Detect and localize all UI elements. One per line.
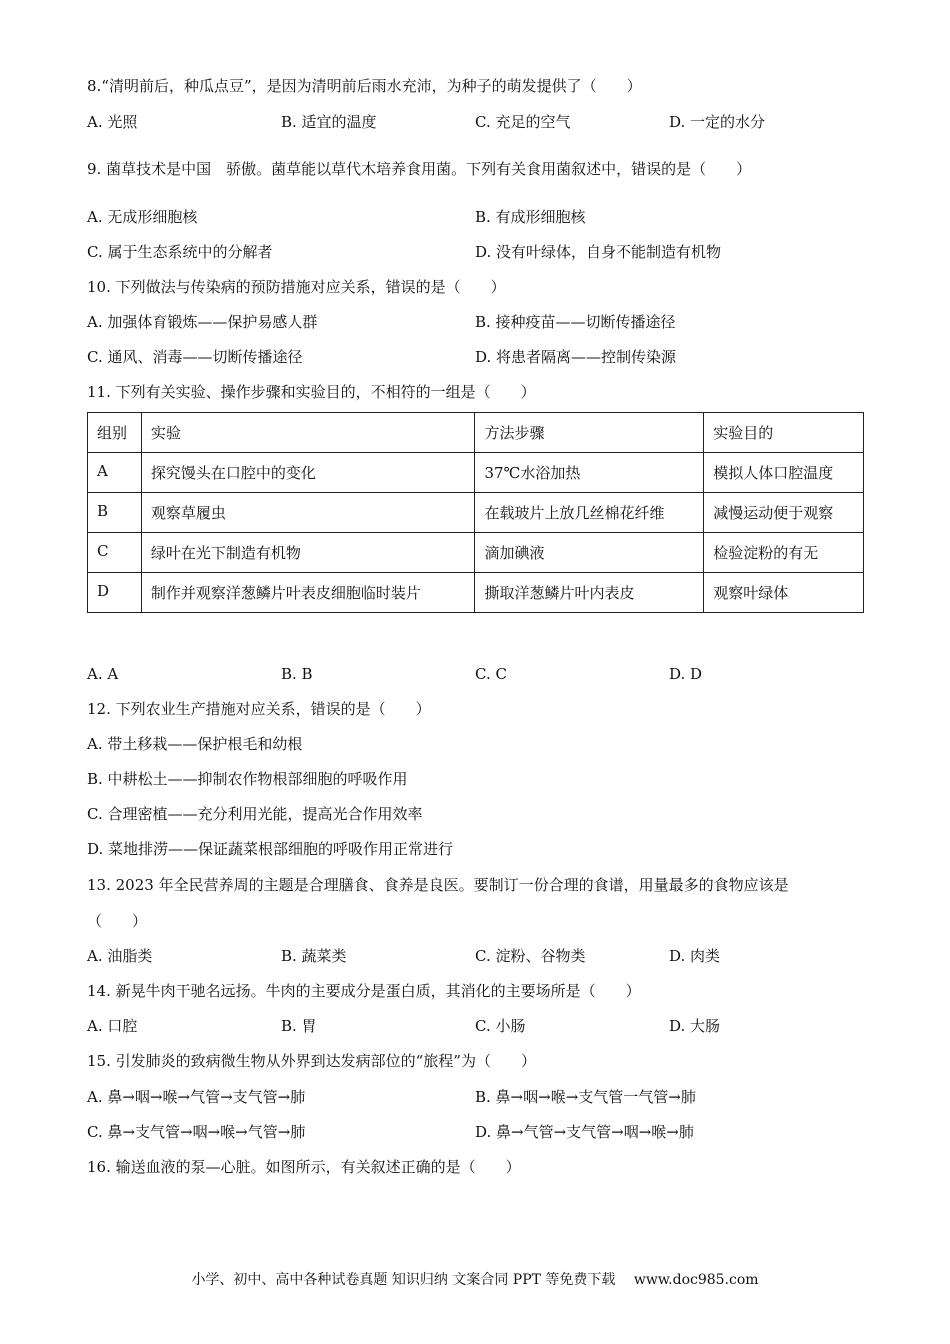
q13-stem: 13. 2023 年全民营养周的主题是合理膳食、食养是良医。要制订一份合理的食谱，用量最多的食物应该是 [87, 876, 789, 894]
q13-option-c: C. 淀粉、谷物类 [475, 947, 586, 965]
q14-stem: 14. 新晃牛肉干驰名远扬。牛肉的主要成分是蛋白质，其消化的主要场所是（ ） [87, 982, 641, 1000]
table-cell: B [88, 493, 142, 533]
q8-option-c: C. 充足的空气 [475, 113, 571, 131]
q14-option-c: C. 小肠 [475, 1017, 526, 1035]
table-header-cell: 方法步骤 [475, 413, 704, 453]
q11-option-d: D. D [669, 665, 703, 683]
table-cell: 滴加碘液 [475, 533, 704, 573]
q10-option-a: A. 加强体育锻炼——保护易感人群 [87, 313, 318, 331]
table-cell: 检验淀粉的有无 [704, 533, 864, 573]
q9-stem: 9. 菌草技术是中国 骄傲。菌草能以草代木培养食用菌。下列有关食用菌叙述中，错误的是（ ） [87, 160, 752, 178]
q10-option-d: D. 将患者隔离——控制传染源 [475, 348, 677, 366]
table-cell: 制作并观察洋葱鳞片叶表皮细胞临时装片 [141, 573, 475, 613]
q12-option-c: C. 合理密植——充分利用光能，提高光合作用效率 [87, 805, 423, 823]
table-cell: 在载玻片上放几丝棉花纤维 [475, 493, 704, 533]
experiment-table [87, 412, 864, 613]
q15-option-d: D. 鼻→气管→支气管→咽→喉→肺 [475, 1123, 694, 1141]
q8-option-d: D. 一定的水分 [669, 113, 766, 131]
table-row [88, 453, 864, 493]
table-cell: 37℃水浴加热 [475, 453, 704, 493]
table-cell: A [88, 453, 142, 493]
table-cell: 绿叶在光下制造有机物 [141, 533, 475, 573]
q13-option-a: A. 油脂类 [87, 947, 153, 965]
q12-stem: 12. 下列农业生产措施对应关系，错误的是（ ） [87, 700, 431, 718]
q14-option-d: D. 大肠 [669, 1017, 721, 1035]
table-cell: 减慢运动便于观察 [704, 493, 864, 533]
q12-option-b: B. 中耕松土——抑制农作物根部细胞的呼吸作用 [87, 770, 408, 788]
q11-option-a: A. A [87, 665, 119, 683]
q11-stem: 11. 下列有关实验、操作步骤和实验目的，不相符的一组是（ ） [87, 383, 536, 401]
q8-option-a: A. 光照 [87, 113, 138, 131]
table-cell: 模拟人体口腔温度 [704, 453, 864, 493]
q13-option-b: B. 蔬菜类 [281, 947, 347, 965]
q15-option-b: B. 鼻→咽→喉→支气管一气管→肺 [475, 1088, 696, 1106]
q9-option-b: B. 有成形细胞核 [475, 208, 586, 226]
table-header-cell: 组别 [88, 413, 142, 453]
q15-option-c: C. 鼻→支气管→咽→喉→气管→肺 [87, 1123, 306, 1141]
table-cell: 撕取洋葱鳞片叶内表皮 [475, 573, 704, 613]
q14-option-b: B. 胃 [281, 1017, 317, 1035]
q12-option-d: D. 菜地排涝——保证蔬菜根部细胞的呼吸作用正常进行 [87, 840, 454, 858]
q9-option-d: D. 没有叶绿体，自身不能制造有机物 [475, 243, 722, 261]
table-header-row [88, 413, 864, 453]
q13-stem-continued: （ ） [87, 912, 148, 930]
q15-option-a: A. 鼻→咽→喉→气管→支气管→肺 [87, 1088, 306, 1106]
table-header-cell: 实验 [141, 413, 475, 453]
table-cell: 观察叶绿体 [704, 573, 864, 613]
q8-option-b: B. 适宜的温度 [281, 113, 377, 131]
q11-option-c: C. C [475, 665, 507, 683]
table-cell: 探究馒头在口腔中的变化 [141, 453, 475, 493]
table-row [88, 533, 864, 573]
q13-option-d: D. 肉类 [669, 947, 721, 965]
table-header-cell: 实验目的 [704, 413, 864, 453]
table-cell: D [88, 573, 142, 613]
q10-option-b: B. 接种疫苗——切断传播途径 [475, 313, 676, 331]
q12-option-a: A. 带土移栽——保护根毛和幼根 [87, 735, 303, 753]
table-row [88, 573, 864, 613]
q14-option-a: A. 口腔 [87, 1017, 138, 1035]
q9-option-c: C. 属于生态系统中的分解者 [87, 243, 273, 261]
q9-option-a: A. 无成形细胞核 [87, 208, 198, 226]
q8-stem: 8.“清明前后，种瓜点豆”，是因为清明前后雨水充沛，为种子的萌发提供了（ ） [87, 77, 642, 95]
q10-stem: 10. 下列做法与传染病的预防措施对应关系，错误的是（ ） [87, 278, 506, 296]
page-footer: 小学、初中、高中各种试卷真题 知识归纳 文案合同 PPT 等免费下载 www.doc985.com [191, 1272, 759, 1288]
table-cell: C [88, 533, 142, 573]
q16-stem: 16. 输送血液的泵—心脏。如图所示，有关叙述正确的是（ ） [87, 1158, 521, 1176]
table-row [88, 493, 864, 533]
q10-option-c: C. 通风、消毒——切断传播途径 [87, 348, 303, 366]
q15-stem: 15. 引发肺炎的致病微生物从外界到达发病部位的“旅程”为（ ） [87, 1052, 536, 1070]
q11-option-b: B. B [281, 665, 313, 683]
table-cell: 观察草履虫 [141, 493, 475, 533]
